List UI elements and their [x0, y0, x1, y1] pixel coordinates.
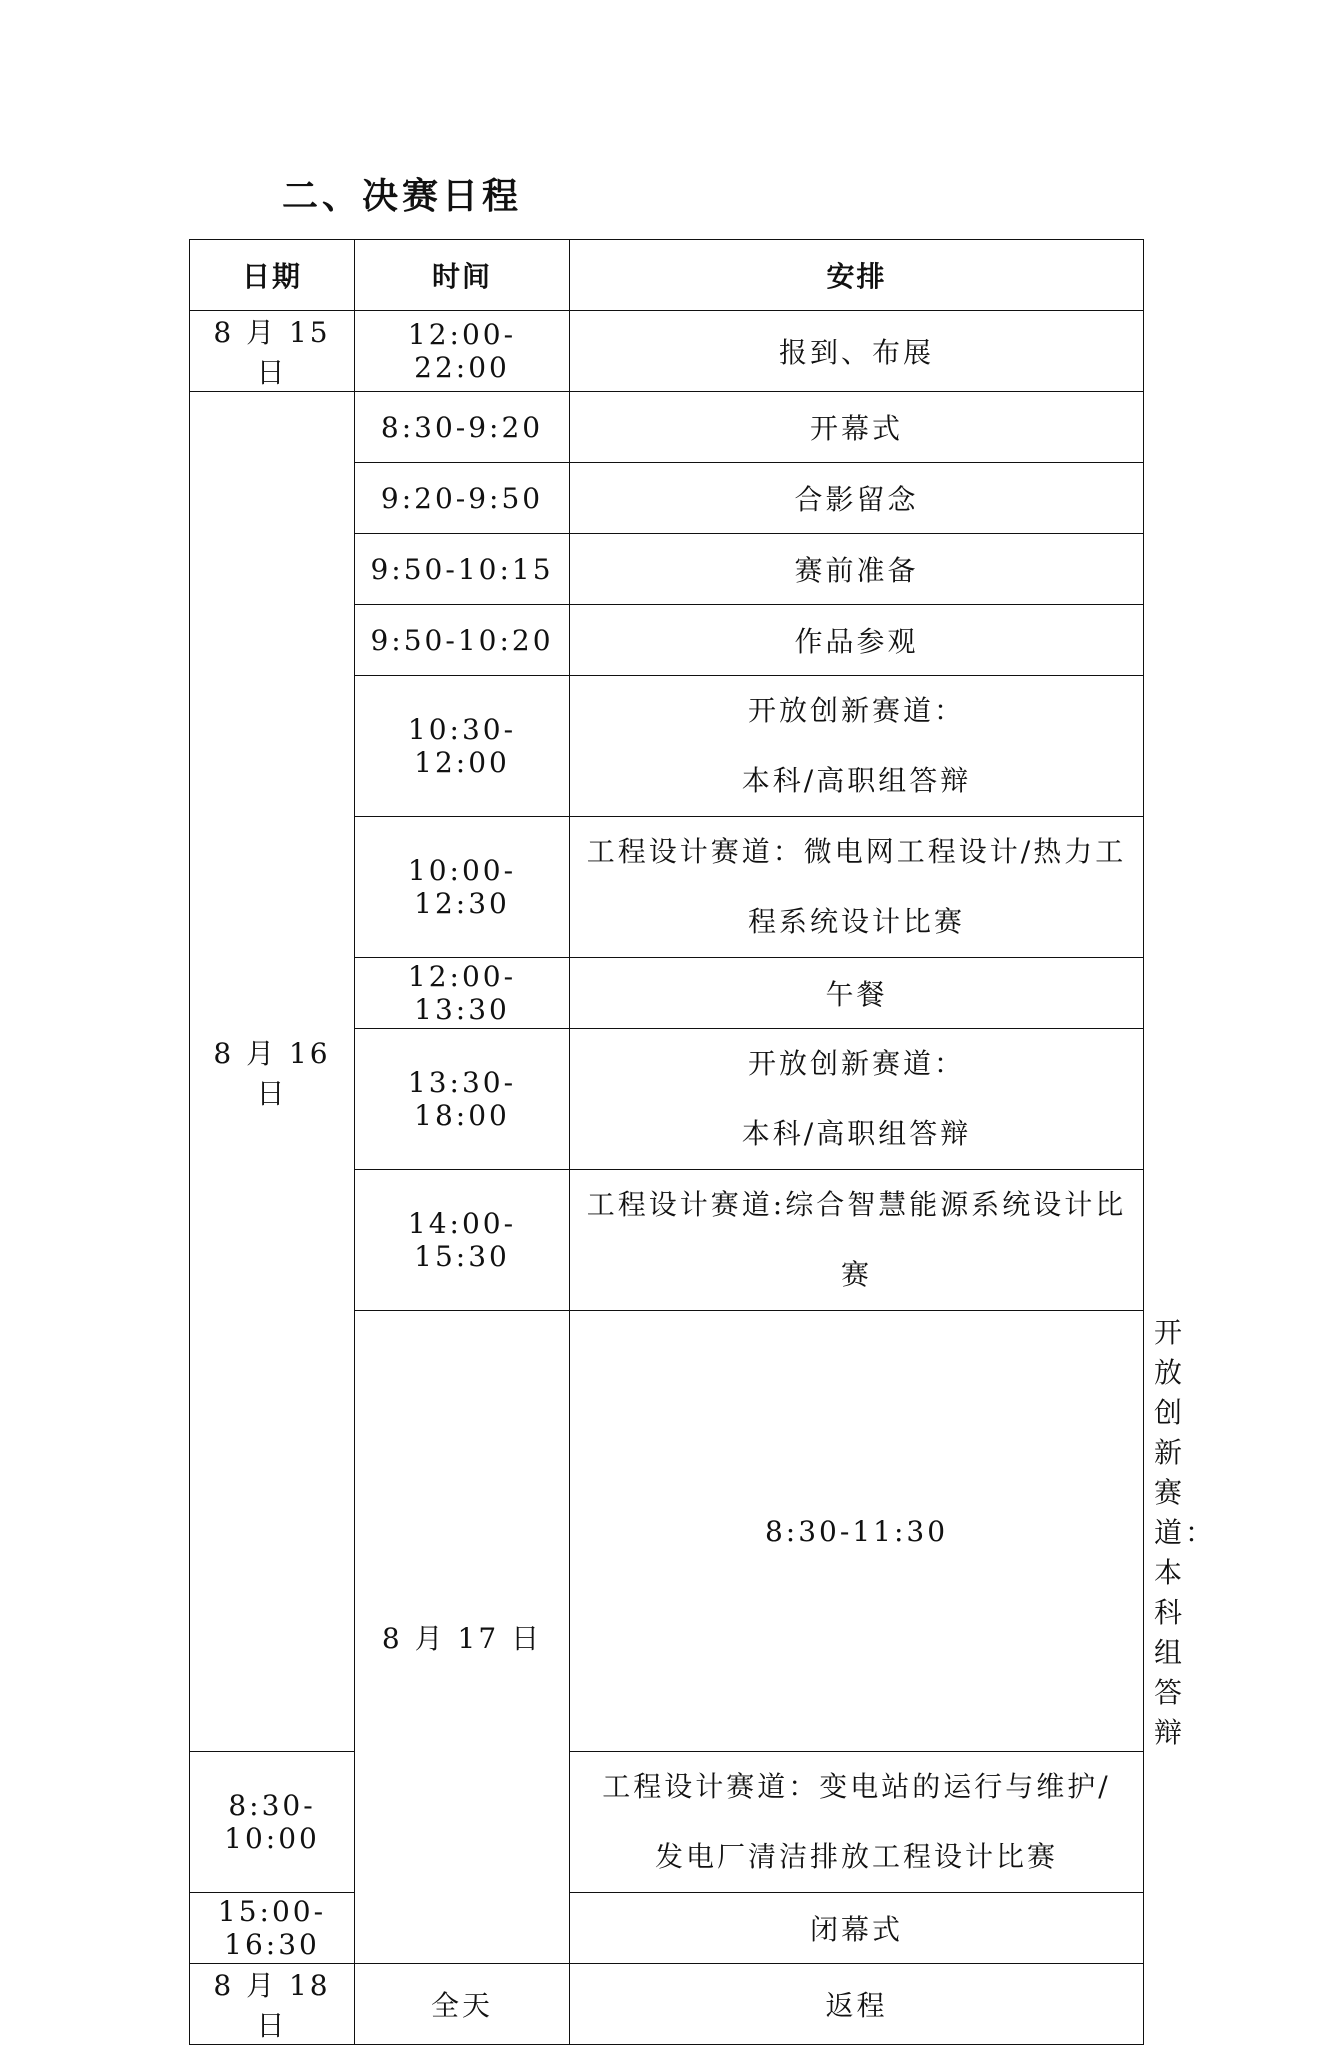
header-plan: 安排 [570, 240, 1144, 311]
plan-cell [570, 1170, 1144, 1311]
plan-cell: 返程 [570, 1964, 1144, 2045]
table-row [190, 392, 1144, 463]
schedule-table [189, 239, 1217, 2045]
table-row [190, 1893, 1144, 1964]
plan-line: 程系统设计比赛 [747, 905, 965, 938]
plan-line: 开放创新赛道： [747, 694, 965, 727]
header-time: 时间 [355, 240, 570, 311]
section-heading: 二、决赛日程 [282, 176, 523, 217]
plan-cell [570, 1752, 1144, 1893]
plan-cell: 午餐 [570, 958, 1144, 1029]
plan-cell [570, 817, 1144, 958]
time-cell: 14:00-15:30 [355, 1170, 570, 1311]
time-cell: 10:00-12:30 [355, 817, 570, 958]
plan-cell [570, 1029, 1144, 1170]
plan-line: 工程设计赛道：变电站的运行与维护/ [602, 1770, 1111, 1803]
time-cell: 12:00-22:00 [355, 311, 570, 392]
time-cell: 10:30-12:00 [355, 676, 570, 817]
time-cell: 12:00-13:30 [355, 958, 570, 1029]
date-cell: 8 月 16 日 [190, 392, 355, 1752]
time-cell: 全天 [355, 1964, 570, 2045]
plan-cell: 报到、布展 [570, 311, 1144, 392]
time-cell: 9:20-9:50 [355, 463, 570, 534]
date-cell: 8 月 17 日 [355, 1311, 570, 1964]
header-date: 日期 [190, 240, 355, 311]
plan-cell: 作品参观 [570, 605, 1144, 676]
plan-cell: 赛前准备 [570, 534, 1144, 605]
plan-line: 赛 [840, 1258, 872, 1291]
plan-line: 本科/高职组答辩 [741, 1117, 972, 1150]
plan-line: 工程设计赛道：微电网工程设计/热力工 [586, 835, 1127, 868]
time-cell: 8:30-11:30 [570, 1311, 1144, 1752]
date-cell: 8 月 18 日 [190, 1964, 355, 2045]
plan-cell: 闭幕式 [570, 1893, 1144, 1964]
time-cell: 9:50-10:20 [355, 605, 570, 676]
plan-line: 本科/高职组答辩 [741, 764, 972, 797]
plan-line: 开放创新赛道： [747, 1047, 965, 1080]
time-cell: 15:00-16:30 [190, 1893, 355, 1964]
plan-line: 发电厂清洁排放工程设计比赛 [654, 1840, 1058, 1873]
table-row [190, 1752, 1144, 1893]
plan-cell: 开幕式 [570, 392, 1144, 463]
table-row [190, 1964, 1144, 2045]
table-row: 8 月 17 日 8:30-11:30 开放创新赛道：本科组答辩 [190, 1311, 1144, 1752]
time-cell: 8:30-9:20 [355, 392, 570, 463]
table-row [190, 311, 1144, 392]
plan-cell: 合影留念 [570, 463, 1144, 534]
time-cell: 13:30-18:00 [355, 1029, 570, 1170]
date-cell: 8 月 15 日 [190, 311, 355, 392]
time-cell: 8:30-10:00 [190, 1752, 355, 1893]
time-cell: 9:50-10:15 [355, 534, 570, 605]
table-header-row [190, 240, 1144, 311]
plan-cell [570, 676, 1144, 817]
plan-line: 工程设计赛道:综合智慧能源系统设计比 [586, 1188, 1127, 1221]
